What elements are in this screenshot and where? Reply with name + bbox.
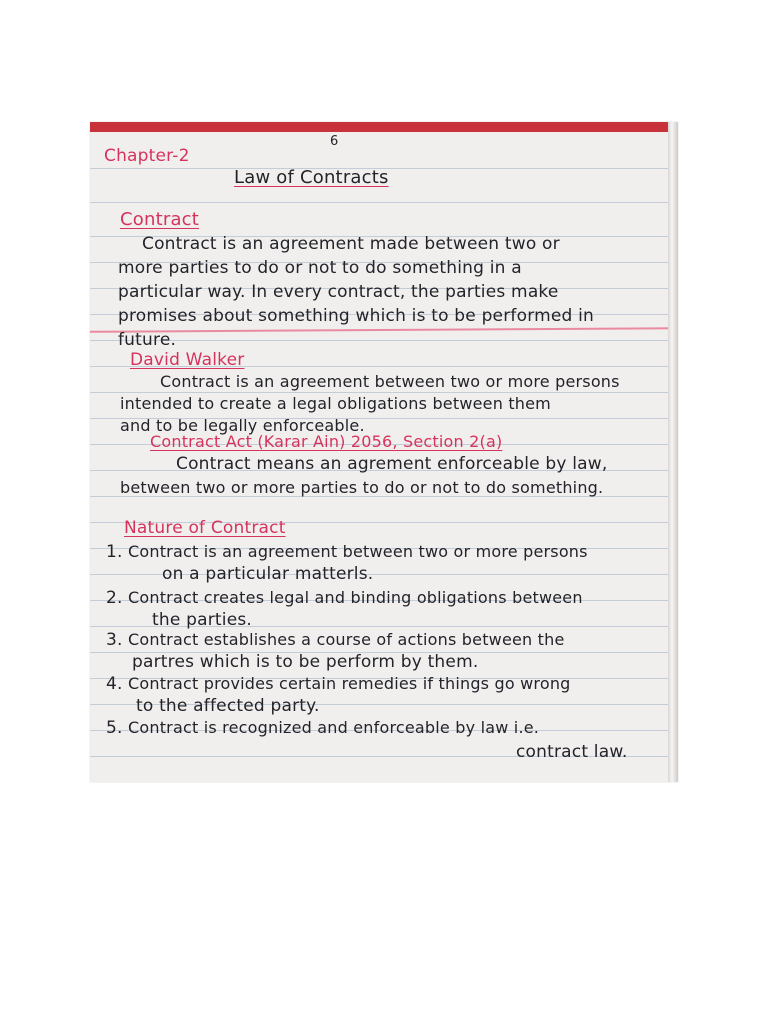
page-top-edge	[90, 122, 678, 132]
contract-line: Contract is an agreement made between two or	[142, 234, 560, 254]
page-binding-edge	[668, 122, 678, 782]
notebook-page-photo	[90, 122, 678, 782]
david-walker-line: intended to create a legal obligations between them	[120, 394, 551, 413]
nature-item-line: to the affected party.	[136, 696, 320, 716]
list-number: 3.	[106, 630, 123, 650]
nature-item-line: Contract is an agreement between two or more persons	[128, 542, 588, 561]
nature-item-line: the parties.	[152, 610, 253, 630]
david-walker-line: and to be legally enforceable.	[120, 416, 365, 435]
ruled-line	[90, 202, 678, 203]
list-number: 5.	[106, 718, 123, 738]
list-number: 1.	[106, 542, 123, 562]
ruled-line	[90, 340, 678, 341]
page-title: Law of Contracts	[234, 167, 389, 188]
nature-item-line: partres which is to be perform by them.	[132, 652, 479, 672]
contract-act-line: Contract means an agrement enforceable by law,	[176, 454, 608, 474]
section-heading-david-walker: David Walker	[130, 350, 245, 370]
section-heading-nature: Nature of Contract	[124, 518, 286, 538]
contract-act-line: between two or more parties to do or not to do something.	[120, 478, 604, 497]
section-heading-contract-act: Contract Act (Karar Ain) 2056, Section 2(a)	[150, 432, 503, 451]
contract-line: future.	[118, 330, 177, 350]
contract-line: more parties to do or not to do something in a	[118, 258, 522, 278]
contract-line: particular way. In every contract, the parties make	[118, 282, 559, 302]
david-walker-line: Contract is an agreement between two or more persons	[160, 372, 620, 391]
nature-item-line: contract law.	[516, 742, 628, 762]
nature-item-line: Contract is recognized and enforceable by law i.e.	[128, 718, 540, 737]
list-number: 4.	[106, 674, 123, 694]
list-number: 2.	[106, 588, 123, 608]
page-number: 6	[330, 134, 339, 149]
section-heading-contract: Contract	[120, 209, 200, 230]
nature-item-line: Contract creates legal and binding obligations between	[128, 588, 583, 607]
contract-line: promises about something which is to be performed in	[118, 306, 594, 326]
nature-item-line: on a particular matterls.	[162, 564, 374, 584]
chapter-label: Chapter-2	[104, 146, 190, 166]
margin-line	[90, 327, 678, 333]
nature-item-line: Contract establishes a course of actions between the	[128, 630, 565, 649]
nature-item-line: Contract provides certain remedies if things go wrong	[128, 674, 571, 693]
ruled-line	[90, 392, 678, 393]
